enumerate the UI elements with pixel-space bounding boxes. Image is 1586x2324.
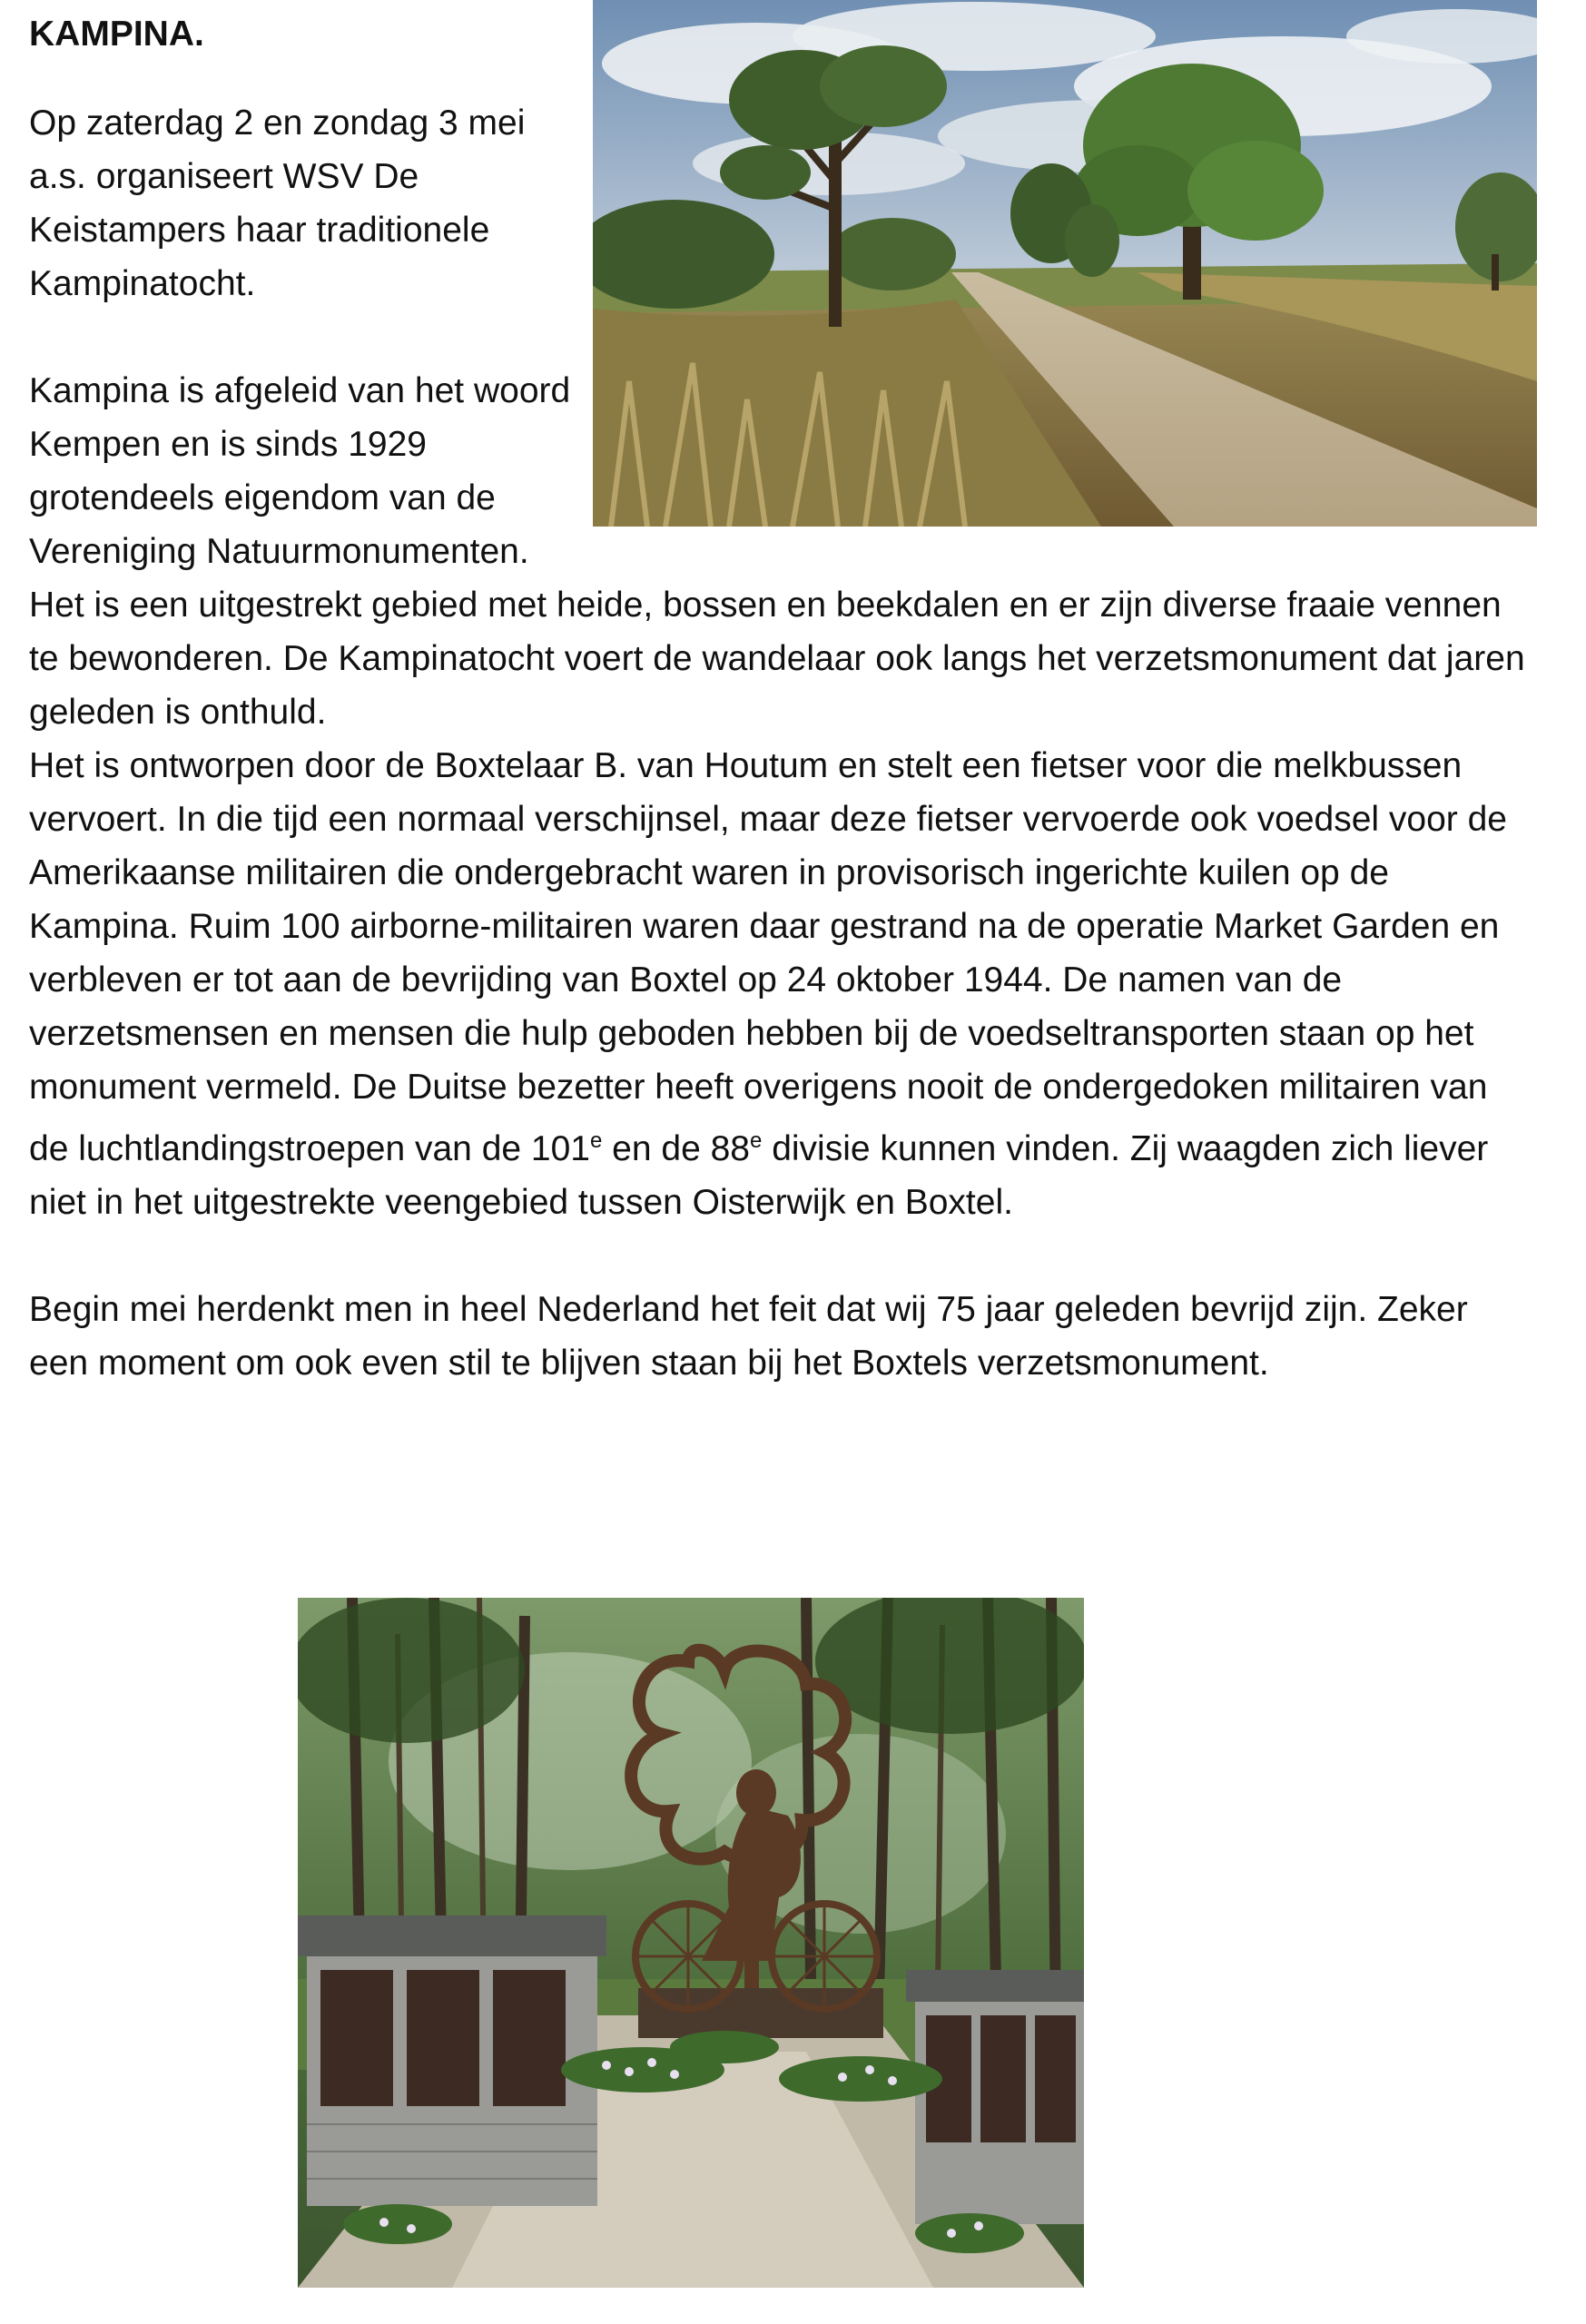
article-body xyxy=(29,96,1536,1390)
heath-landscape-photo xyxy=(593,0,1537,527)
superscript-e-101: e xyxy=(589,1128,603,1153)
superscript-e-88: e xyxy=(750,1128,763,1153)
commemoration-paragraph: Begin mei herdenkt men in heel Nederland het feit dat wij 75 jaar geleden bevrijd zijn. Zeker een moment om ook even stil te blijven staan bij het Boxtels verzetsmonument. xyxy=(29,1290,1468,1383)
history-paragraph xyxy=(29,739,1536,1229)
history-text: Het is ontworpen door de Boxtelaar B. van Houtum en stelt een fietser voor die melkbussen vervoert. In die tijd een normaal verschijnsel, maar deze fietser vervoerde ook voedsel voor de Amerikaanse militairen die ondergebracht waren in provisorisch ingerichte kuilen op de Kampina. Ruim 100 airborne-militairen waren daar gestrand na de operatie Market Garden en verbleven er tot aan de bevrijding van Boxtel op 24 oktober 1944. De namen van de verzetsmensen en mensen die hulp geboden hebben bij de voedseltransporten staan op het monument vermeld. De Duitse bezetter heeft overigens nooit de ondergedoken militairen van de luchtlandingstroepen van de 101 xyxy=(29,746,1507,1168)
history-text-end: divisie kunnen vinden. Zij waagden zich liever niet in het uitgestrekte veengebied tussen Oisterwijk en Boxtel. xyxy=(29,1129,1489,1222)
resistance-monument-photo xyxy=(298,1598,1084,2288)
intro-paragraph: Op zaterdag 2 en zondag 3 mei a.s. organiseert WSV De Keistampers haar traditionele Kampinatocht. xyxy=(29,103,526,303)
page-title: KAMPINA. xyxy=(29,15,204,54)
history-text-cont: en de 88 xyxy=(602,1129,750,1168)
description-paragraph: Kampina is afgeleid van het woord Kempen en is sinds 1929 grotendeels eigendom van de Vereniging Natuurmonumenten. Het is een uitgestrekt gebied met heide, bossen en beekdalen en er zijn diverse fraaie vennen te bewonderen. De Kampinatocht voert de wandelaar ook langs het verzetsmonument dat jaren geleden is onthuld. xyxy=(29,371,1525,732)
